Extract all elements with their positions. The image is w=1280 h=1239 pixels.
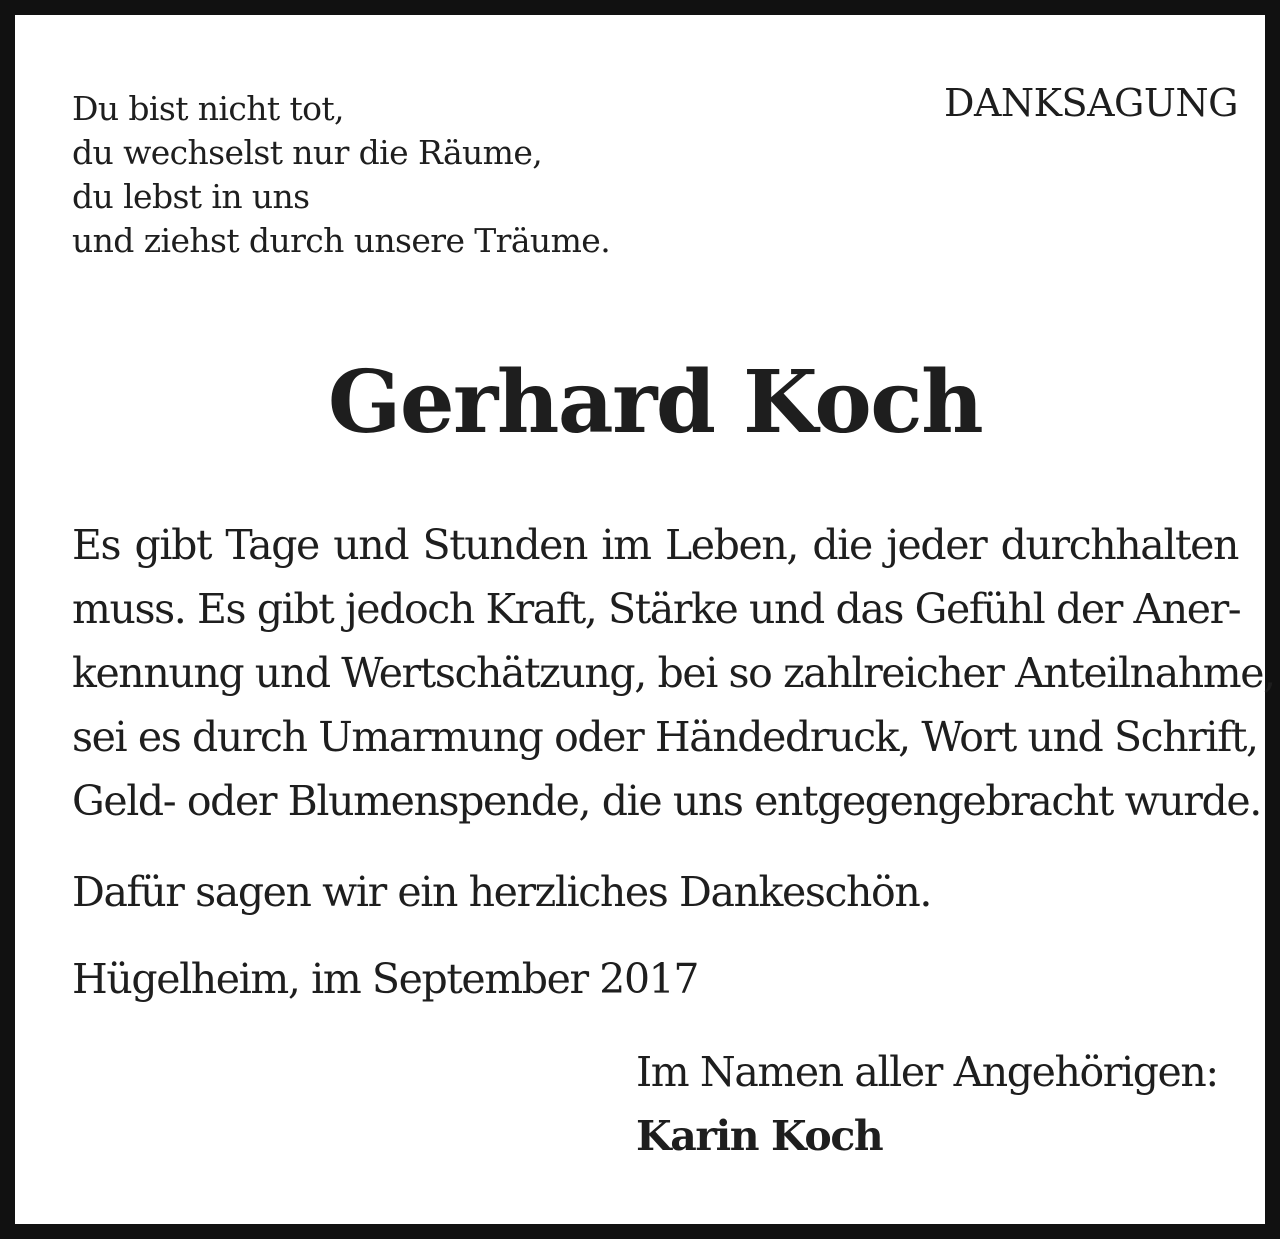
thanks-line: Dafür sagen wir ein herzliches Dankeschön. xyxy=(72,868,931,916)
poem xyxy=(72,87,610,263)
signature-block xyxy=(636,1040,1218,1168)
body-line: muss. Es gibt jedoch Kraft, Stärke und das Gefühl der Aner- xyxy=(72,585,1241,633)
body-line: Geld- oder Blumenspende, die uns entgegengebracht wurde. xyxy=(72,777,1261,825)
poem-line: und ziehst durch unsere Träume. xyxy=(72,221,611,260)
notice-content xyxy=(72,15,1275,1224)
place-date: Hügelheim, im September 2017 xyxy=(72,955,699,1003)
signature-intro: Im Namen aller Angehörigen: xyxy=(636,1048,1218,1096)
thanks-body xyxy=(72,513,1275,833)
body-line: kennung und Wertschätzung, bei so zahlreicher Anteilnahme, xyxy=(72,649,1275,697)
body-line: Es gibt Tage und Stunden im Leben, die jeder durchhalten xyxy=(72,521,1238,569)
poem-line: du lebst in uns xyxy=(72,177,310,216)
deceased-name: Gerhard Koch xyxy=(327,352,983,453)
poem-line: du wechselst nur die Räume, xyxy=(72,133,543,172)
signer-name: Karin Koch xyxy=(636,1112,883,1160)
body-line: sei es durch Umarmung oder Händedruck, Wort und Schrift, xyxy=(72,713,1258,761)
poem-line: Du bist nicht tot, xyxy=(72,89,344,128)
notice-heading: DANKSAGUNG xyxy=(943,81,1238,125)
